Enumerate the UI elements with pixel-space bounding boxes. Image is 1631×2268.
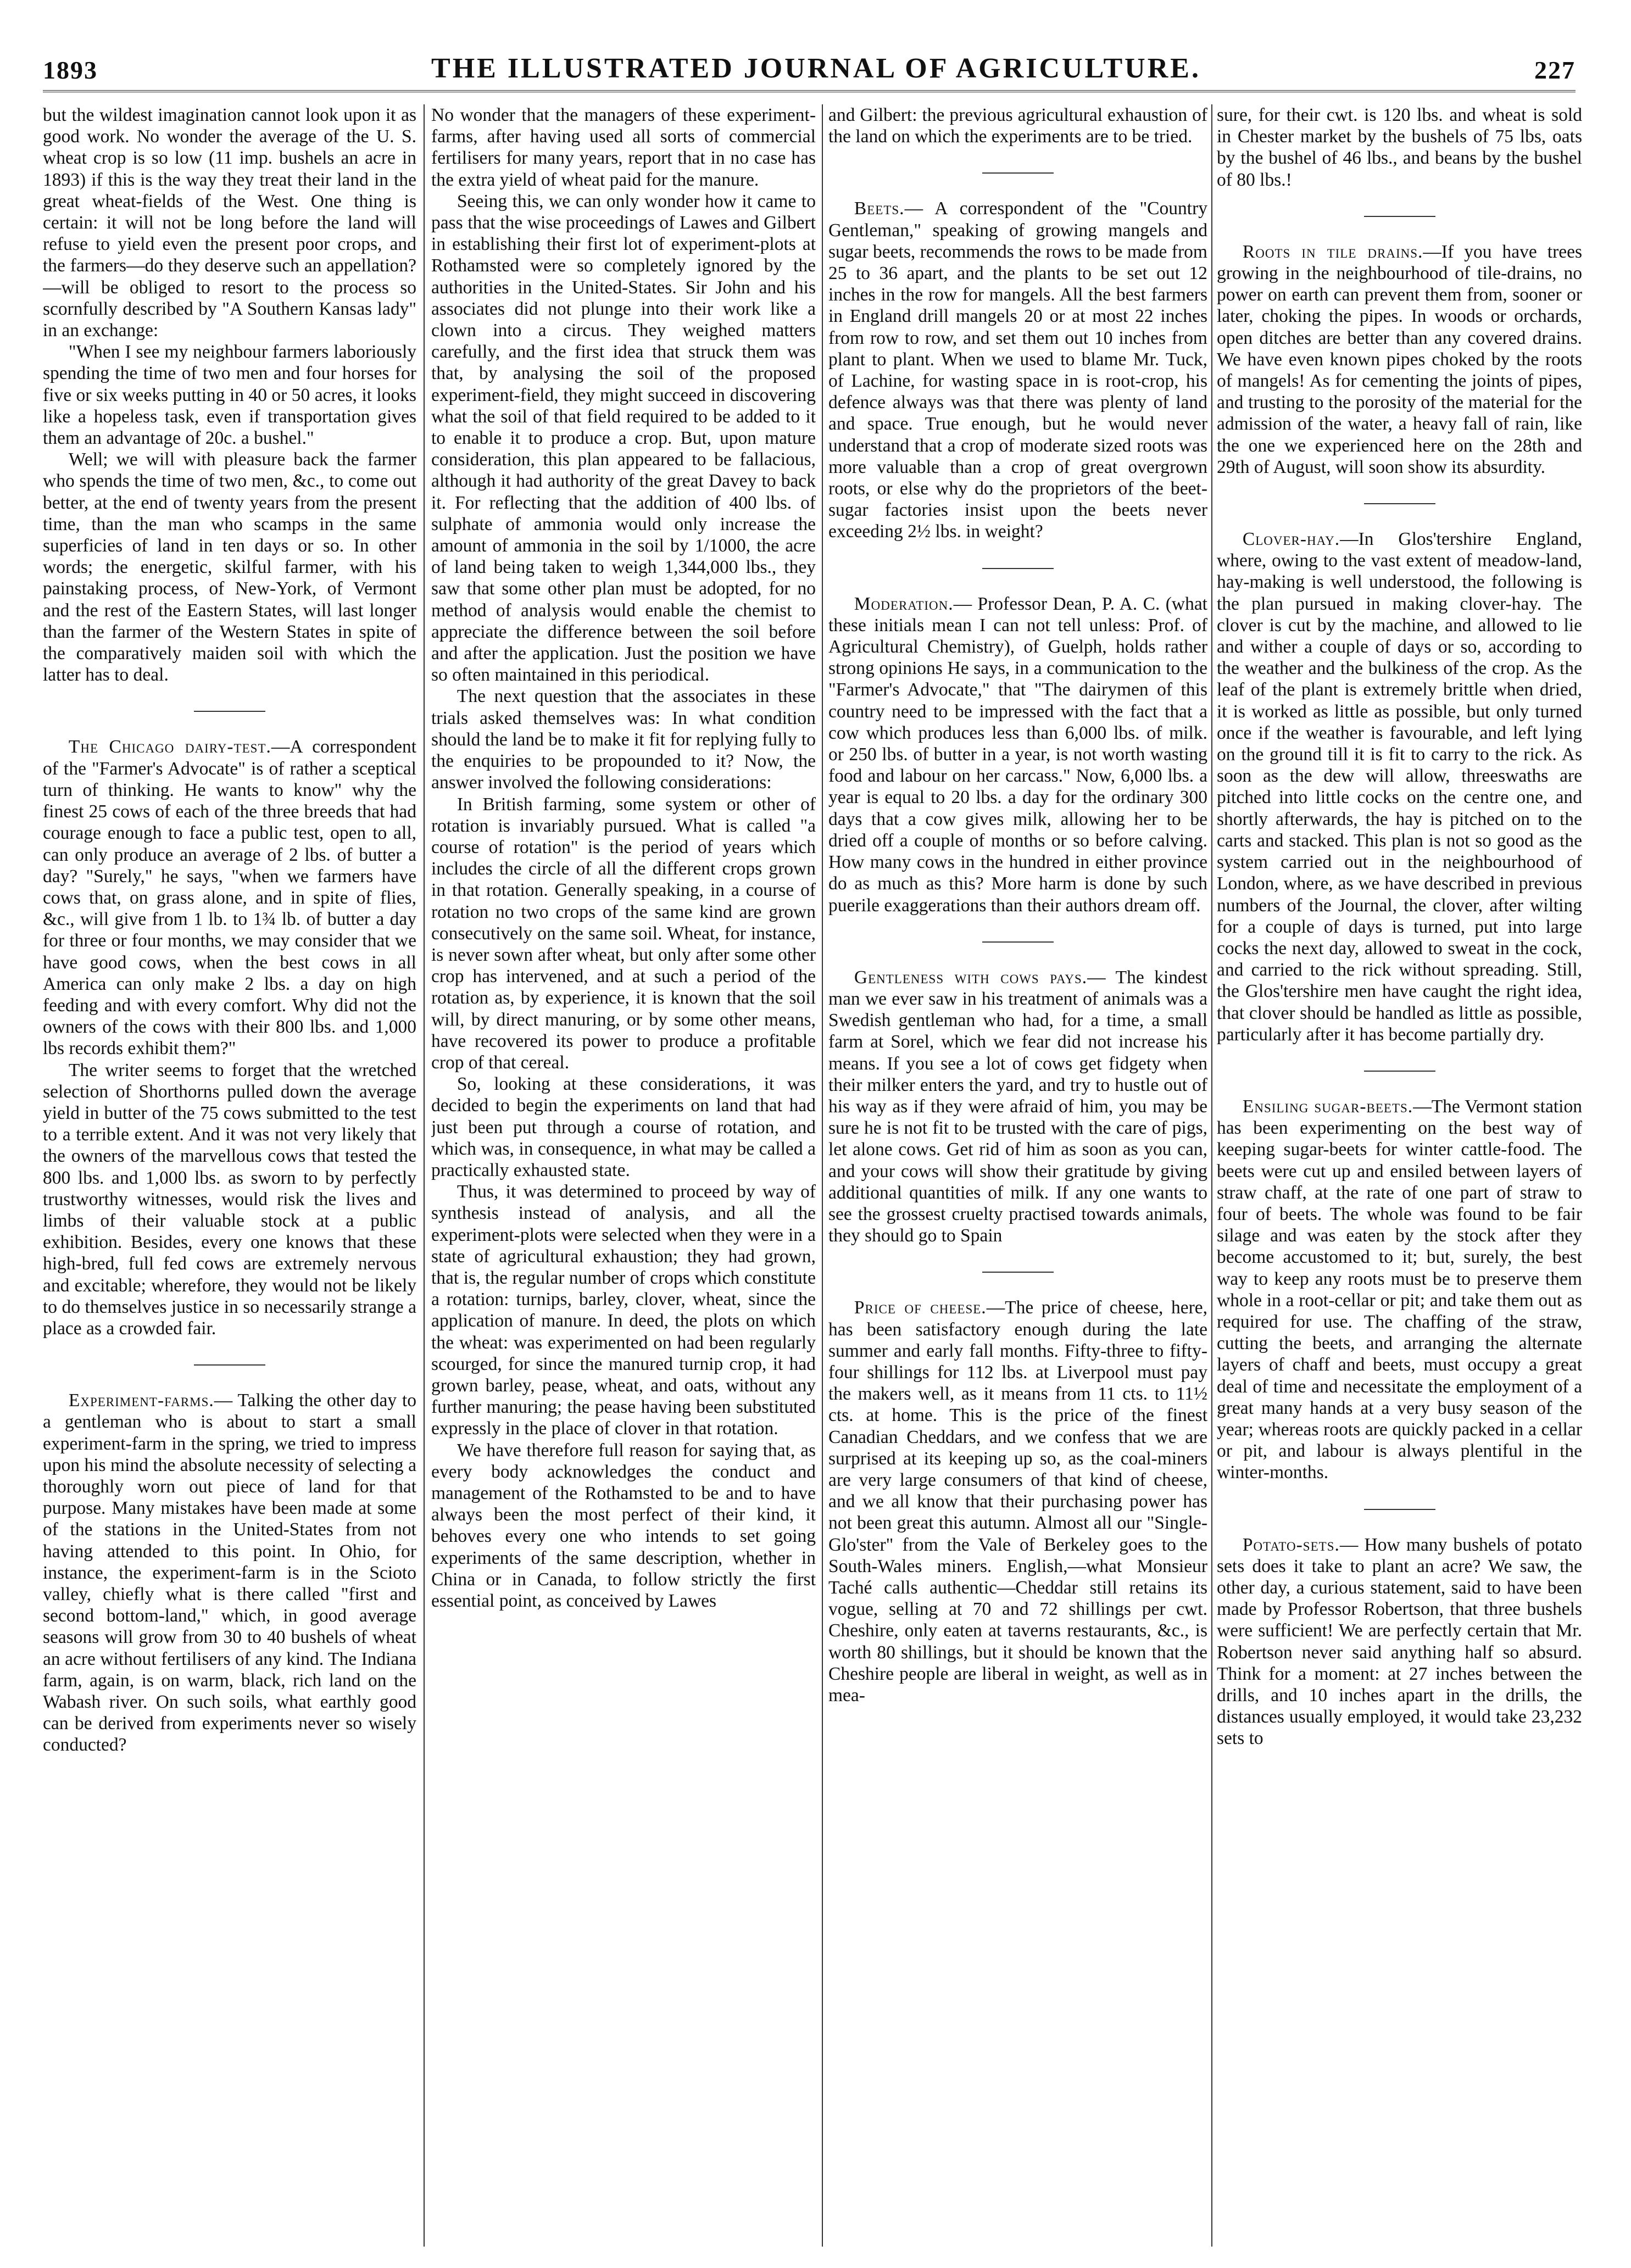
article-heading: Price of cheese. <box>854 1297 987 1318</box>
column-rule <box>424 104 425 2247</box>
article-beets <box>828 198 1207 542</box>
paragraph: We have therefore full reason for saying that, as every body acknowledges the conduct and management of the Rothamsted to be and to have always been the most perfect of their kind, it behoves every one who intends to set going experiments of the same description, whether in China or in Canada, to follow strictly the first essential point, as conceived by Lawes <box>431 1440 816 1612</box>
paragraph: sure, for their cwt. is 120 lbs. and wheat is sold in Chester market by the bushels of 75 lbs, oats by the bushel of 46 lbs., and beans by the bushel of 80 lbs.! <box>1217 105 1582 190</box>
article-clover-hay <box>1217 528 1582 1045</box>
section-divider <box>982 568 1054 569</box>
article-body: — How many bushels of potato sets does it take to plant an acre? We saw, the other day, a curious statement, said to have been made by Professor Robertson, that three bushels were sufficient! We are perfectly certain that Mr. Robertson never said anything half so absurd. Think for a moment: at 27 inches between the drills, and 10 inches apart in the drills, the distances usually employed, it would take 23,232 sets to <box>1217 1534 1582 1749</box>
article-body: —A correspondent of the "Farmer's Advocate" is of rather a sceptical turn of thinking. He wants to know" why the finest 25 cows of each of the three breeds that had courage enough to face a public test, open to all, can only produce an average of 2 lbs. of butter a day? "Surely," he says, "when we farmers have cows that, on grass alone, and in spite of flies, &c., will give from 1 lb. to 1¾ lb. of butter a day for three or four months, we may consider that we have good cows, when the best cows in all America can only make 2 lbs. a day on high feeding and with every comfort. Why did not the owners of the cows with their 800 lbs. and 1,000 lbs records exhibit them?" <box>43 737 416 1059</box>
page-header <box>43 49 1576 92</box>
article-heading: Roots in tile drains. <box>1242 241 1423 262</box>
article-heading: Clover-hay. <box>1242 529 1340 550</box>
column-rule <box>1211 104 1212 2247</box>
article-heading: Experiment-farms. <box>68 1390 214 1411</box>
article-body: —If you have trees growing in the neighbourhood of tile-drains, no power on earth can prevent them from, sooner or later, choking the pipes. In woods or orchards, open ditches are better than any covered drains. We have even known pipes choked by the roots of mangels! As for cementing the joints of pipes, and trusting to the porosity of the material for the admission of the water, a heavy fall of rain, like the one we experienced here on the 28th and 29th of August, will soon show its absurdity. <box>1217 241 1582 477</box>
article-body: —In Glos'tershire England, where, owing to the vast extent of meadow-land, hay-making is well understood, the following is the plan pursued in making clover-hay. The clover is cut by the machine, and allowed to lie and wither a couple of days or so, according to the weather and the bulkiness of the crop. As the leaf of the plant is extremely brittle when dried, it is worked as little as possible, but only turned once if the weather is favourable, and left lying on the ground till it is fit to carry to the rick. As soon as the dew will allow, threeswaths are pitched into little cocks on the centre one, and shortly afterwards, the hay is pitched on to the carts and stacked. This plan is not so good as the system carried out in the neighbourhood of London, where, as we have described in previous numbers of the Journal, the clover, after wilting for a couple of days is turned, put into large cocks the next day, allowed to sweat in the cock, and carried to the rick without spreading. Still, the Glos'tershire men have caught the right idea, that clover should be handled as little as possible, particularly after it has become partially dry. <box>1217 529 1582 1045</box>
article-experiment-farms <box>43 1390 416 1756</box>
article-body: — A correspondent of the "Country Gentleman," speaking of growing mangels and sugar beets, recommends the rows to be made from 25 to 36 apart, and the plants to be set out 12 inches in the row for mangels. All the best farmers in England drill mangels 20 or at most 22 inches from row to row, and set them out 10 inches from plant to plant. When we used to blame Mr. Tuck, of Lachine, for wasting space in is root-crop, his defence always was that there was plenty of land and space. True enough, but he would never understand that a crop of moderate sized roots was more valuable than a crop of great overgrown roots, or else why do the proprietors of the beet-sugar factories insist upon the beets never exceeding 2½ lbs. in weight? <box>828 198 1207 542</box>
section-divider <box>1364 216 1435 217</box>
article-body: —The price of cheese, here, has been satisfactory enough during the late summer and early fall months. Fifty-three to fifty-four shillings for 112 lbs. at Liverpool must pay the makers well, as it means from 11 cts. to 11½ cts. at home. This is the price of the finest Canadian Cheddars, and we confess that we are surprised at its keeping up so, as the coal-miners are very large consumers of that kind of cheese, and we all know that their purchasing power has not been great this autumn. Almost all our "Single-Glo'ster" from the Vale of Berkeley goes to the South-Wales miners. English,—what Monsieur Taché calls authentic—Cheddar still retains its vogue, selling at 70 and 72 shillings per cwt. Cheshire, only eaten at taverns restaurants, &c., is worth 80 shillings, but it should be known that the Cheshire people are liberal in weight, as well as in mea- <box>828 1297 1207 1706</box>
article-potato-sets <box>1217 1534 1582 1749</box>
article-chicago-dairy-test <box>43 736 416 1339</box>
article-body: — Talking the other day to a gentleman who is about to start a small experiment-farm in the spring, we tried to impress upon his mind the absolute necessity of selecting a thoroughly worn out piece of land for that purpose. Many mistakes have been made at some of the stations in the United-States from not having attended to this point. In Ohio, for instance, the experiment-farm is in the Scioto valley, chiefly what is there called "first and second bottom-land," which, in good average seasons will grow from 30 to 40 bushels of wheat an acre without fertilisers of any kind. The Indiana farm, again, is on warm, black, rich land on the Wabash river. On such soils, what earthly good can be derived from experiments never so wisely conducted? <box>43 1390 416 1756</box>
paragraph: Seeing this, we can only wonder how it came to pass that the wise proceedings of Lawes and Gilbert in establishing their first lot of experiment-plots at Rothamsted were so completely ignored by the authorities in the United-States. Sir John and his associates did not plunge into their work like a clown into a circus. They weighed matters carefully, and the first idea that struck them was that, by analysing the soil of the proposed experiment-field, they might succeed in discovering what the soil of that field required to be added to it to enable it to produce a crop. But, upon mature consideration, this plan appeared to be fallacious, although it had authority of the great Davey to back it. For reflecting that the addition of 400 lbs. of sulphate of ammonia would only increase the amount of ammonia in the soil by 1/1000, the acre of land being taken to weigh 1,344,000 lbs., they saw that some other plan must be adopted, for no method of analysis would enable the chemist to appreciate the difference between the soil before and after the application. Just the position we have so often maintained in this periodical. <box>431 191 816 686</box>
section-divider <box>1364 1071 1435 1072</box>
column-3 <box>828 104 1207 2247</box>
article-heading: Moderation. <box>854 593 954 614</box>
paragraph: The next question that the associates in these trials asked themselves was: In what condition should the land be to make it fit for replying fully to the enquiries to be propounded to it? Now, the answer involved the following considerations: <box>431 686 816 793</box>
article-body: — The kindest man we ever saw in his treatment of animals was a Swedish gentleman who had, for a time, a small farm at Sorel, which we fear did not increase his means. If you see a lot of cows get fidgety when their milker enters the yard, and try to hustle out of his way as if they were afraid of him, you may be sure he is not fit to be trusted with the care of pigs, let alone cows. Get rid of him as soon as you can, and your cows will show their gratitude by giving additional quantities of milk. If any one wants to see the grossest cruelty practised towards animals, they should go to Spain <box>828 967 1207 1246</box>
article-gentleness-with-cows <box>828 967 1207 1247</box>
article-heading: The Chicago dairy-test. <box>68 737 271 757</box>
article-body: —The Vermont station has been experimenting on the best way of keeping sugar-beets for winter cattle-food. The beets were cut up and ensiled between layers of straw chaff, at the rate of one part of straw to four of beets. The whole was found to be fair silage and was eaten by the stock after they become accustomed to it; but, surely, the best way to keep any roots must be to preserve them whole in a root-cellar or pit; and take them out as required for use. The chaffing of the straw, cutting the beets, and arranging the alternate layers of chaff and beets, must occupy a great deal of time and necessitate the employment of a great many hands at a very busy season of the year; whereas roots are quickly packed in a cellar or pit, and labour is always plentiful in the winter-months. <box>1217 1096 1582 1483</box>
journal-title: THE ILLUSTRATED JOURNAL OF AGRICULTURE. <box>431 53 1201 84</box>
paragraph: So, looking at these considerations, it was decided to begin the experiments on land that had just been put through a course of rotation, and which was, in consequence, in what may be called a practically exhausted state. <box>431 1074 816 1180</box>
section-divider <box>982 941 1054 943</box>
paragraph: but the wildest imagination cannot look upon it as good work. No wonder the average of the U. S. wheat crop is so low (11 imp. bushels an acre in 1893) if this is the way they treat their land in the great wheat-fields of the West. One thing is certain: it will not be long before the land will refuse to yield even the present poor crops, and the farmers—do they deserve such an appellation?—will be obliged to resort to the process so scornfully described by "A Southern Kansas lady" in an exchange: <box>43 105 416 341</box>
column-1 <box>43 104 416 2247</box>
column-rule <box>822 104 823 2247</box>
paragraph: and Gilbert: the previous agricultural exhaustion of the land on which the experiments are to be tried. <box>828 105 1207 147</box>
section-divider <box>194 711 265 712</box>
article-heading: Gentleness with cows pays. <box>854 967 1088 988</box>
section-divider <box>982 172 1054 174</box>
column-4 <box>1217 104 1582 2247</box>
section-divider <box>1364 503 1435 504</box>
article-heading: Beets. <box>854 198 905 219</box>
article-heading: Ensiling sugar-beets. <box>1242 1096 1413 1117</box>
page-number: 227 <box>1534 56 1576 84</box>
article-price-of-cheese <box>828 1297 1207 1706</box>
article-moderation <box>828 593 1207 916</box>
article-body: — Professor Dean, P. A. C. (what these initials mean I can not tell unless: Prof. of Agricultural Chemistry), of Guelph, holds rather strong opinions He says, in a communication to the "Farmer's Advocate," that "The dairymen of this country need to be impressed with the fact that a cow which produces less than 6,000 lbs. of milk. or 250 lbs. of butter in a year, is not worth wasting food and labour on her carcass." Now, 6,000 lbs. a year is equal to 20 lbs. a day for the ordinary 300 days that a cow gives milk, allowing her to be dried off a couple of months or so before calving. How many cows in the hundred in either province do as much as this? More harm is done by such puerile exaggerations than their authors dream off. <box>828 593 1207 916</box>
section-divider <box>194 1364 265 1366</box>
section-divider <box>982 1272 1054 1273</box>
section-divider <box>1364 1509 1435 1510</box>
article-ensiling-sugar-beets <box>1217 1096 1582 1484</box>
header-year: 1893 <box>43 56 98 84</box>
quoted-paragraph: "When I see my neighbour farmers laboriously spending the time of two men and four horses for five or six weeks putting in 40 or 50 acres, it looks like a hopeless task, even if transportation gives them an advantage of 20c. a bushel." <box>43 342 416 449</box>
column-2 <box>431 104 816 2247</box>
article-heading: Potato-sets. <box>1242 1534 1340 1555</box>
paragraph: In British farming, some system or other of rotation is invariably pursued. What is called "a course of rotation" is the period of years which includes the circle of all the different crops grown in that rotation. Generally speaking, in a course of rotation no two crops of the same kind are grown consecutively on the same soil. Wheat, for instance, is never sown after wheat, but only after some other crop has intervened, and at such a period of the rotation as, by experience, it is known that the soil will, by direct manuring, or by some other means, have recovered its power to produce a profitable crop of that cereal. <box>431 794 816 1073</box>
article-roots-in-tile-drains <box>1217 241 1582 478</box>
paragraph: Well; we will with pleasure back the farmer who spends the time of two men, &c., to come out better, at the end of twenty years from the present time, than the man who scamps in the same superficies of land in ten days or so. In other words; the energetic, skilful farmer, with his painstaking process, of New-York, of Vermont and the rest of the Eastern States, will last longer than the farmer of the Western States in spite of the comparatively maiden soil with which the latter has to deal. <box>43 449 416 686</box>
paragraph: Thus, it was determined to proceed by way of synthesis instead of analysis, and all the experiment-plots were selected when they were in a state of agricultural exhaustion; they had grown, that is, the regular number of crops which constitute a rotation: turnips, barley, clover, wheat, since the application of manure. In deed, the plots on which the wheat: was experimented on had been regularly scourged, for since the manured turnip crop, it had grown barley, pease, wheat, and oats, without any further manuring; the pease having been substituted expressly in the place of clover in that rotation. <box>431 1182 816 1439</box>
paragraph: The writer seems to forget that the wretched selection of Shorthorns pulled down the average yield in butter of the 75 cows submitted to the test to a terrible extent. And it was not very likely that the owners of the marvellous cows that tested the 800 lbs. and 1,000 lbs. as sworn to by perfectly trustworthy witnesses, would risk the lives and limbs of their valuable stock at a public exhibition. Besides, every one knows that these high-bred, full fed cows are extremely nervous and excitable; wherefore, they would not be likely to do themselves justice in so necessarily strange a place as a crowded fair. <box>43 1060 416 1339</box>
paragraph: No wonder that the managers of these experiment-farms, after having used all sorts of commercial fertilisers for many years, report that in no case has the extra yield of wheat paid for the manure. <box>431 105 816 190</box>
